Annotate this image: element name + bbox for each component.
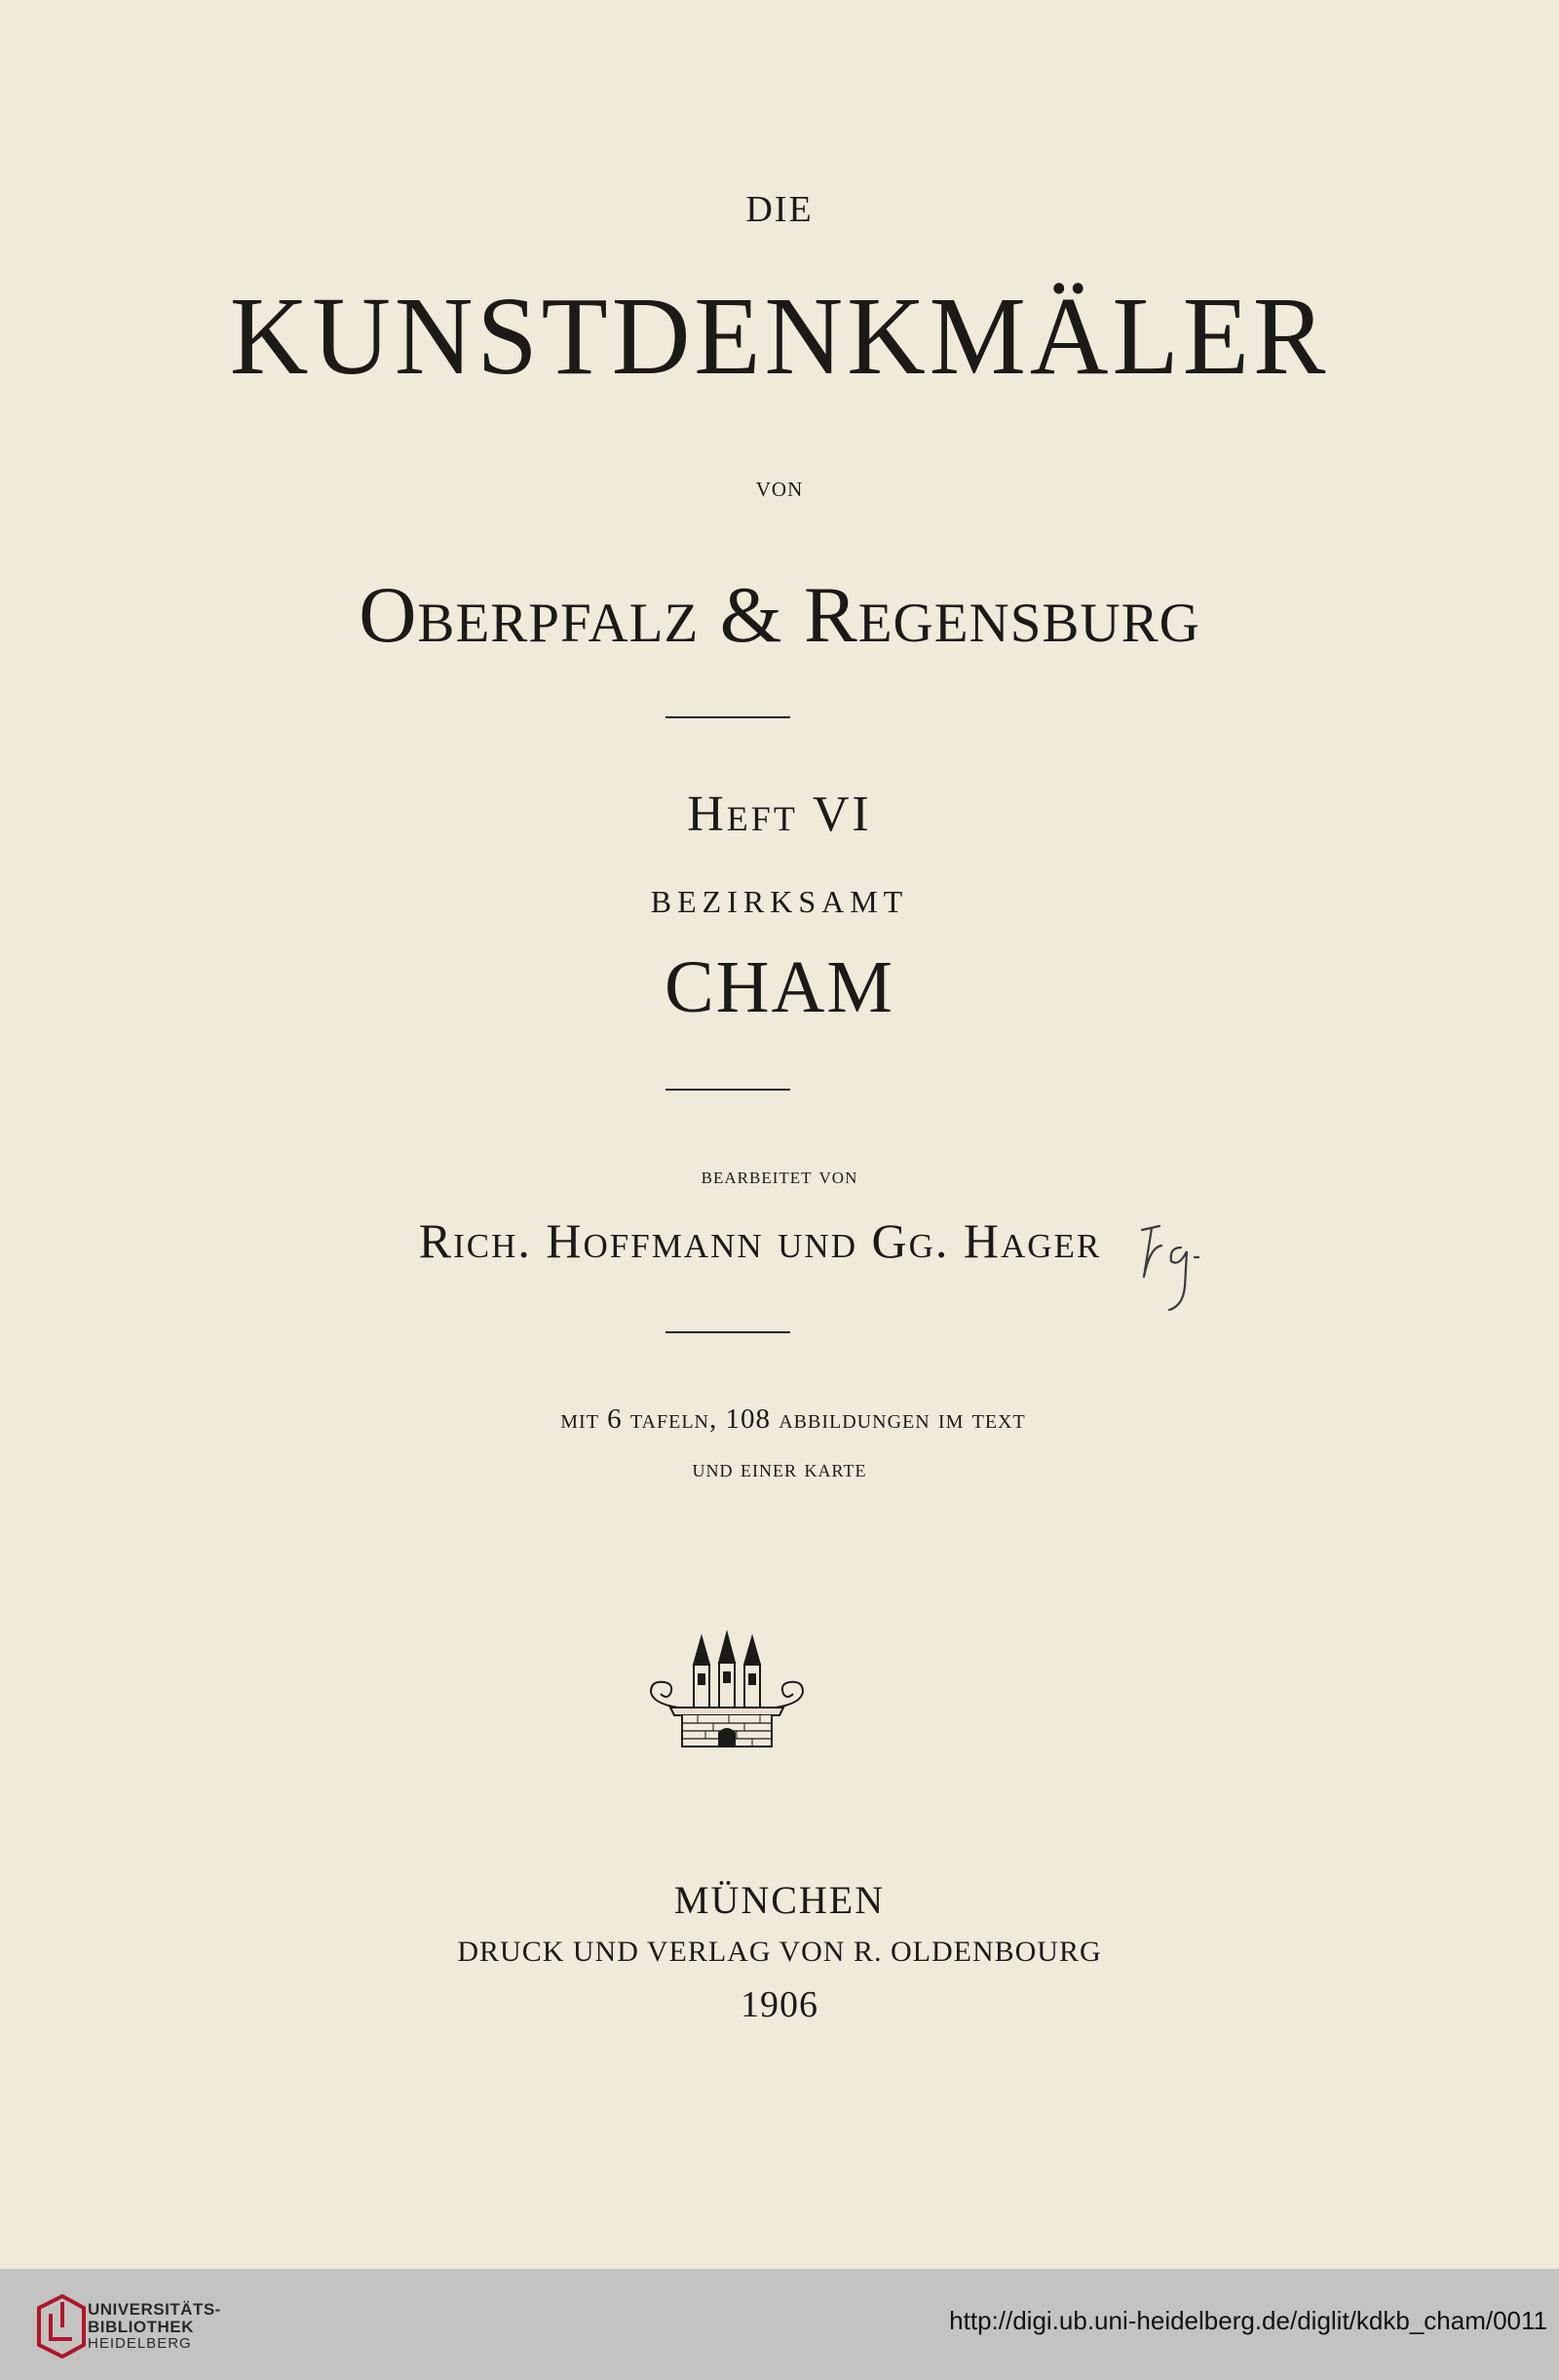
publisher-line: DRUCK UND VERLAG VON R. OLDENBOURG xyxy=(457,1936,1102,1968)
publication-year: 1906 xyxy=(741,1984,818,2025)
divider-rule-3 xyxy=(665,1331,790,1333)
title-region: Oberpfalz & Regensburg xyxy=(359,570,1200,659)
library-name-line-3: HEIDELBERG xyxy=(88,2334,192,2352)
map-line: und einer karte xyxy=(692,1454,867,1482)
title-kunstdenkmaeler: KUNSTDENKMÄLER xyxy=(229,274,1330,398)
library-name xyxy=(88,2301,221,2351)
university-library-logo-icon xyxy=(33,2288,90,2362)
title-die: DIE xyxy=(745,189,814,230)
divider-rule-2 xyxy=(665,1089,790,1091)
library-name-line-2: BIBLIOTHEK xyxy=(88,2317,194,2336)
handwritten-initials-signature xyxy=(1130,1209,1237,1316)
volume-heft: Heft VI xyxy=(687,787,872,842)
library-name-line-1: UNIVERSITÄTS- xyxy=(88,2300,221,2319)
authors-line: Rich. Hoffmann und Gg. Hager xyxy=(418,1213,1102,1268)
title-von: von xyxy=(755,471,804,503)
edited-by-label: bearbeitet von xyxy=(701,1164,858,1189)
divider-rule-1 xyxy=(665,716,790,718)
digitization-footer-bar xyxy=(0,2269,1559,2380)
district-name-cham: CHAM xyxy=(664,946,895,1028)
castle-emblem-icon xyxy=(643,1628,811,1752)
publication-city: MÜNCHEN xyxy=(673,1878,886,1922)
permalink-url[interactable]: http://digi.ub.uni-heidelberg.de/diglit/kdkb_cham/0011 xyxy=(949,2306,1547,2335)
bezirksamt-label: BEZIRKSAMT xyxy=(650,884,909,919)
plates-illustrations-line: mit 6 tafeln, 108 abbildungen im text xyxy=(560,1403,1026,1435)
